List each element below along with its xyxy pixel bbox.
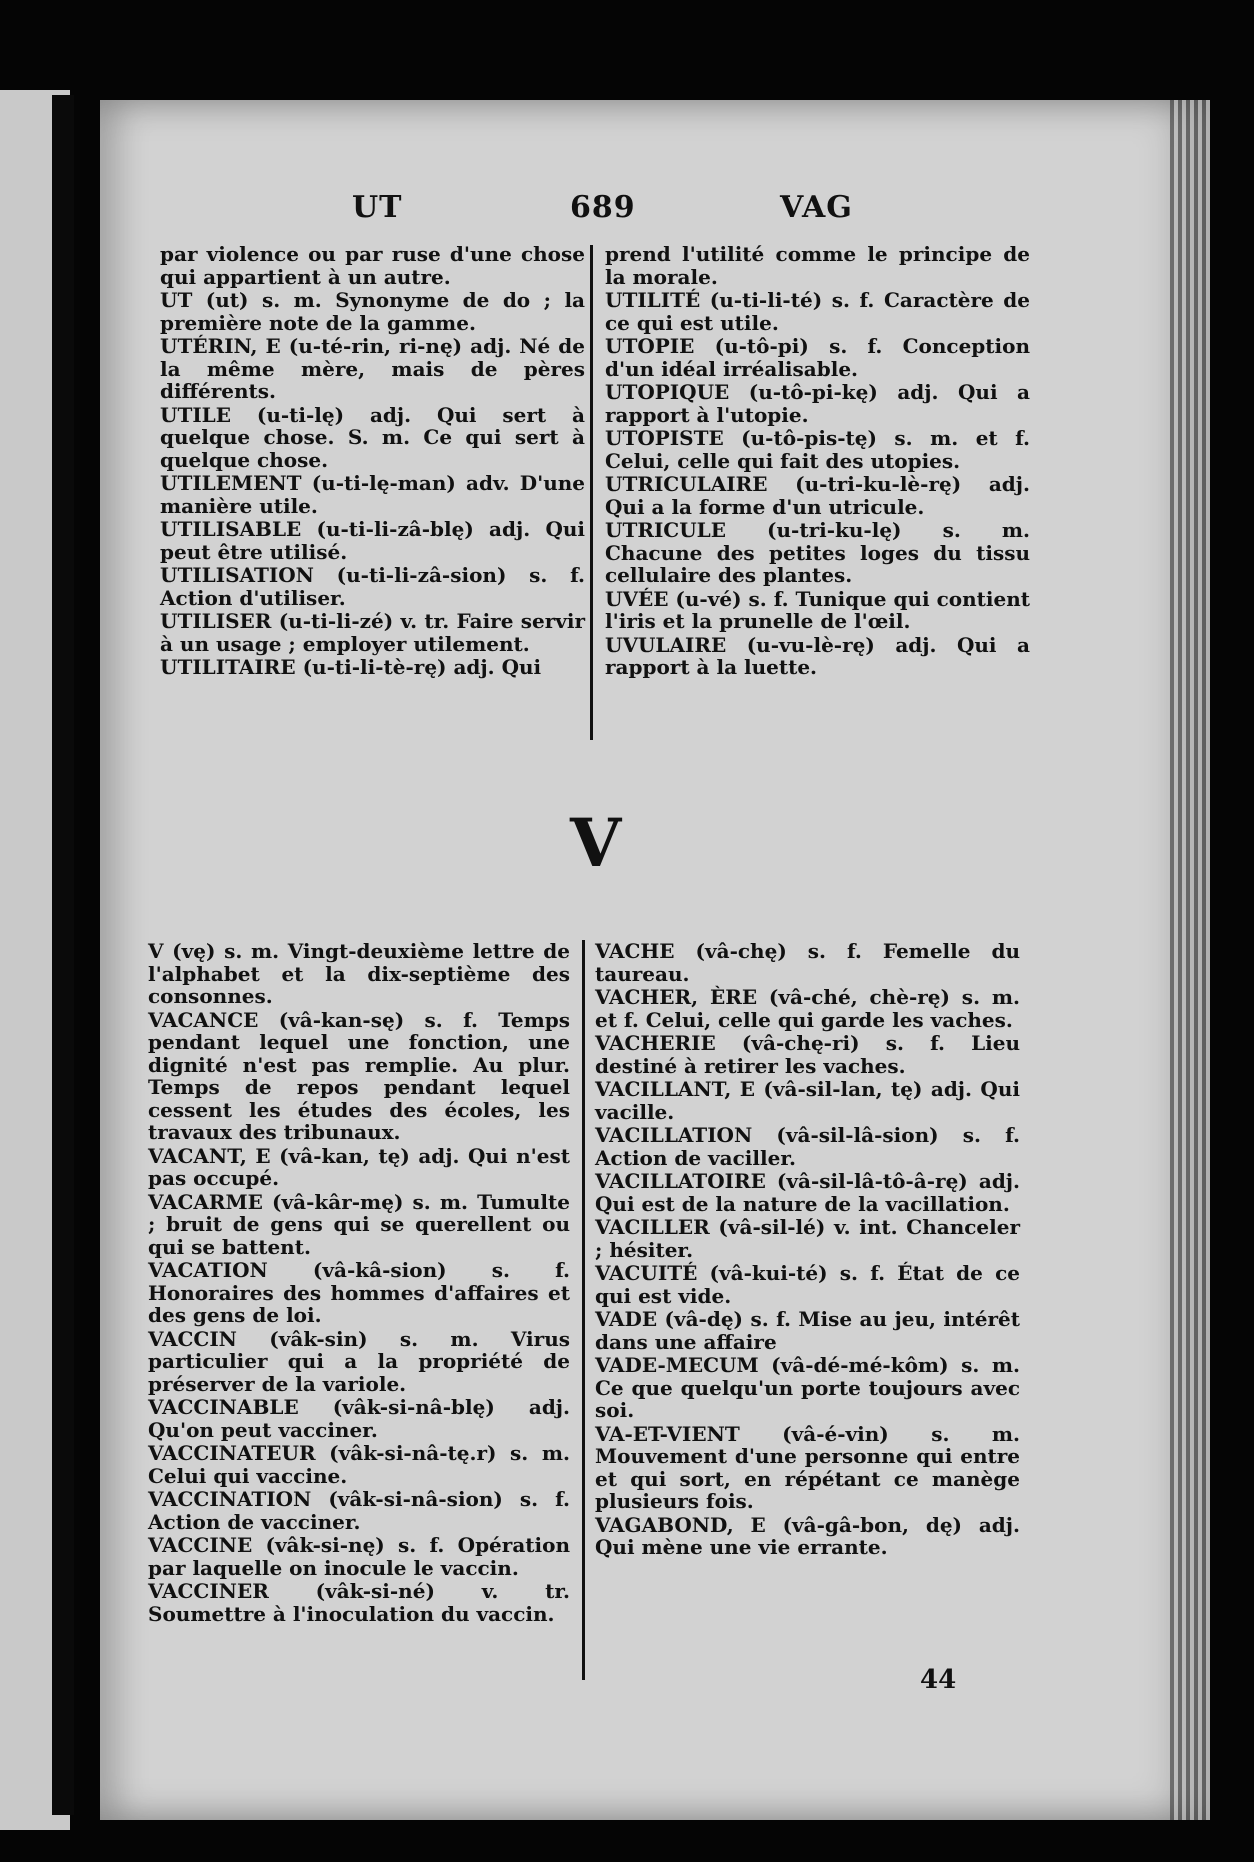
column-bottom-right <box>595 940 1020 1560</box>
dictionary-entry: UTOPISTE (u-tô-pis-tę) s. m. et f. Celui, celle qui fait des utopies. <box>605 426 1030 473</box>
dictionary-entry: VACCINER (vâk-si-né) v. tr. Soumettre à l'inoculation du vaccin. <box>148 1579 570 1626</box>
dictionary-entry: VAGABOND, E (vâ-gâ-bon, dę) adj. Qui mène une vie errante. <box>595 1512 1020 1559</box>
dictionary-entry: VA-ET-VIENT (vâ-é-vin) s. m. Mouvement d'une personne qui entre et qui sort, en répétant ce manège plusieurs fois. <box>595 1421 1020 1513</box>
header-left-guideword: UT <box>352 190 403 225</box>
dictionary-entry: VACCINATEUR (vâk-si-nâ-tę.r) s. m. Celui qui vaccine. <box>148 1441 570 1488</box>
dictionary-entry: V (vę) s. m. Vingt-deuxième lettre de l'alphabet et la dix-septième des consonnes. <box>148 939 570 1008</box>
dictionary-entry: UT (ut) s. m. Synonyme de do ; la première note de la gamme. <box>160 288 585 335</box>
dictionary-entry: UTÉRIN, E (u-té-rin, ri-nę) adj. Né de la même mère, mais de pères différents. <box>160 334 585 403</box>
page-number: 689 <box>570 190 636 225</box>
column-top-left <box>160 243 585 680</box>
column-divider-bottom <box>582 940 585 1680</box>
dictionary-entry: VACILLATOIRE (vâ-sil-lâ-tô-â-rę) adj. Qui est de la nature de la vacillation. <box>595 1169 1020 1216</box>
column-top-right <box>605 243 1030 680</box>
dictionary-entry: UVÉE (u-vé) s. f. Tunique qui contient l'iris et la prunelle de l'œil. <box>605 586 1030 633</box>
dictionary-entry: VACCIN (vâk-sin) s. m. Virus particulier qui a la propriété de préserver de la variole. <box>148 1326 570 1396</box>
dictionary-entry: VACCINATION (vâk-si-nâ-sion) s. f. Action de vacciner. <box>148 1487 570 1534</box>
dictionary-entry: VACHER, ÈRE (vâ-ché, chè-rę) s. m. et f. Celui, celle qui garde les vaches. <box>595 985 1020 1032</box>
dictionary-entry: VACARME (vâ-kâr-mę) s. m. Tumulte ; bruit de gens qui se querellent ou qui se battent. <box>148 1189 570 1259</box>
dictionary-entry: VACILLER (vâ-sil-lé) v. int. Chanceler ; hésiter. <box>595 1215 1020 1262</box>
dictionary-entry: VADE-MECUM (vâ-dé-mé-kôm) s. m. Ce que quelqu'un porte toujours avec soi. <box>595 1353 1020 1422</box>
dictionary-entry: VACATION (vâ-kâ-sion) s. f. Honoraires des hommes d'affaires et des gens de loi. <box>148 1258 570 1327</box>
dictionary-entry: VACHERIE (vâ-chę-ri) s. f. Lieu destiné à retirer les vaches. <box>595 1031 1020 1078</box>
column-bottom-left <box>148 940 570 1626</box>
dictionary-entry: UTILE (u-ti-lę) adj. Qui sert à quelque chose. S. m. Ce qui sert à quelque chose. <box>160 402 585 472</box>
dictionary-entry: UTILISABLE (u-ti-li-zâ-blę) adj. Qui peut être utilisé. <box>160 517 585 564</box>
dictionary-entry: UTILISATION (u-ti-li-zâ-sion) s. f. Action d'utiliser. <box>160 563 585 610</box>
dictionary-entry: VACHE (vâ-chę) s. f. Femelle du taureau. <box>595 939 1020 986</box>
dictionary-entry: UTILEMENT (u-ti-lę-man) adv. D'une manière utile. <box>160 471 585 518</box>
signature-mark: 44 <box>920 1665 957 1695</box>
dictionary-entry: VACANT, E (vâ-kan, tę) adj. Qui n'est pas occupé. <box>148 1143 570 1190</box>
dictionary-entry: UTOPIQUE (u-tô-pi-kę) adj. Qui a rapport à l'utopie. <box>605 380 1030 427</box>
dictionary-entry: UVULAIRE (u-vu-lè-rę) adj. Qui a rapport à la luette. <box>605 632 1030 679</box>
dictionary-entry: UTILITÉ (u-ti-li-té) s. f. Caractère de ce qui est utile. <box>605 288 1030 335</box>
dictionary-entry: prend l'utilité comme le principe de la morale. <box>605 242 1030 289</box>
dictionary-entry: VACCINABLE (vâk-si-nâ-blę) adj. Qu'on peut vacciner. <box>148 1395 570 1442</box>
page-edge-stack <box>1170 100 1210 1820</box>
book-spine-shadow <box>52 95 74 1815</box>
header-right-guideword: VAG <box>780 190 853 225</box>
running-header <box>150 190 1100 230</box>
dictionary-entry: UTRICULE (u-tri-ku-lę) s. m. Chacune des petites loges du tissu cellulaire des plantes. <box>605 518 1030 587</box>
dictionary-entry: VACILLATION (vâ-sil-lâ-sion) s. f. Action de vaciller. <box>595 1123 1020 1170</box>
section-letter: V <box>570 804 622 882</box>
column-divider-top <box>590 245 593 740</box>
dictionary-entry: VACANCE (vâ-kan-sę) s. f. Temps pendant lequel une fonction, une dignité n'est pas remplie. Au plur. Temps de repos pendant lequel cessent les études des écoles, les travaux des tribunaux. <box>148 1007 570 1144</box>
dictionary-entry: UTOPIE (u-tô-pi) s. f. Conception d'un idéal irréalisable. <box>605 334 1030 381</box>
dictionary-entry: par violence ou par ruse d'une chose qui appartient à un autre. <box>160 242 585 289</box>
dictionary-entry: VACILLANT, E (vâ-sil-lan, tę) adj. Qui vacille. <box>595 1077 1020 1124</box>
dictionary-entry: VADE (vâ-dę) s. f. Mise au jeu, intérêt dans une affaire <box>595 1307 1020 1354</box>
dictionary-entry: UTRICULAIRE (u-tri-ku-lè-rę) adj. Qui a la forme d'un utricule. <box>605 472 1030 519</box>
dictionary-entry: UTILISER (u-ti-li-zé) v. tr. Faire servir à un usage ; employer utilement. <box>160 609 585 656</box>
dictionary-entry: VACUITÉ (vâ-kui-té) s. f. État de ce qui est vide. <box>595 1261 1020 1308</box>
dictionary-entry: UTILITAIRE (u-ti-li-tè-rę) adj. Qui <box>160 655 542 679</box>
dictionary-entry: VACCINE (vâk-si-nę) s. f. Opération par laquelle on inocule le vaccin. <box>148 1533 570 1580</box>
